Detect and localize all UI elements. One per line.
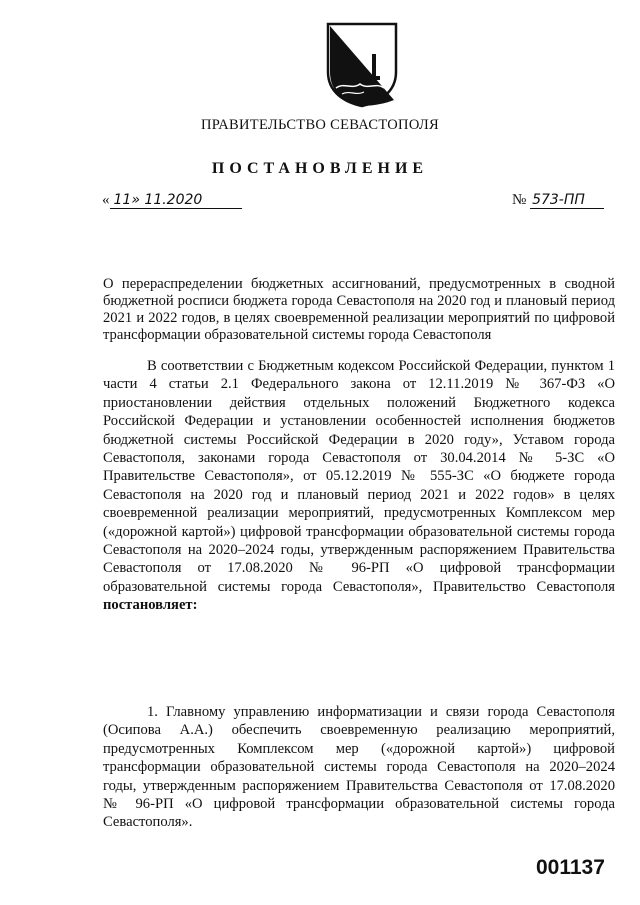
date-handwritten xyxy=(110,192,242,209)
document-type: ПОСТАНОВЛЕНИЕ xyxy=(211,160,429,177)
date-month-year: 11.2020 xyxy=(144,192,203,208)
date-close-quote: » xyxy=(131,192,140,208)
preamble-text: В соответствии с Бюджетным кодексом Российской Федерации, пунктом 1 части 4 статьи 2.1 Федерального закона от 12.11.2019 № 367-ФЗ «О приостановлении действия отдельных положений Бюджетного кодекса Российской Федерации и установлении особенностей исполнения бюджетов бюджетной системы Российской Федерации в 2020 году», Уставом города Севастополя, законами города Севастополя от 30.04.2014 № 5-ЗС «О Правительстве Севастополя», от 05.12.2019 № 555-ЗС «О бюджете города Севастополя на 2020 год и плановый период 2021 и 2022 годов» в целях своевременной реализации мероприятий, предусмотренных Комплексом мер («дорожной картой») цифровой трансформации образовательной системы города Севастополя на 2020–2024 годы, утвержденным распоряжением Правительства Севастополя от 17.08.2020 № 96-РП «О цифровой трансформации образовательной системы города Севастополя», Правительство Севастополя xyxy=(103,358,615,595)
document-number xyxy=(512,192,604,209)
coat-of-arms-emblem xyxy=(322,20,402,108)
decree-word: постановляет: xyxy=(103,597,198,614)
document-title: О перераспределении бюджетных ассигнований, предусмотренных в сводной бюджетной росписи бюджета города Севастополя на 2020 год и плановый период 2021 и 2022 годов, в целях своевременной реализации мероприятий по цифровой трансформации образовательной системы города Севастополя xyxy=(103,276,615,343)
organization-name: ПРАВИТЕЛЬСТВО СЕВАСТОПОЛЯ xyxy=(201,117,439,133)
date-day: 11 xyxy=(113,192,132,208)
number-prefix: № xyxy=(512,192,527,208)
item-text: 1. Главному управлению информатизации и связи города Севастополя (Осипова А.А.) обеспечить своевременную реализацию мероприятий, предусмотренных Комплексом мер («дорожной картой») цифровой трансформации образовательной системы города Севастополя на 2020–2024 годы, утвержденным распоряжением Правительства Севастополя от 17.08.2020 № 96-РП «О цифровой трансформации образовательной системы города Севастополя». xyxy=(103,704,615,831)
date-open-quote: « xyxy=(102,192,110,208)
number-handwritten: 573-ПП xyxy=(530,192,604,209)
serial-number: 001137 xyxy=(536,856,605,879)
document-date xyxy=(102,192,242,209)
decree-item-1 xyxy=(103,703,615,832)
preamble-paragraph xyxy=(103,357,615,615)
sevastopol-coat-of-arms-icon xyxy=(322,20,402,108)
